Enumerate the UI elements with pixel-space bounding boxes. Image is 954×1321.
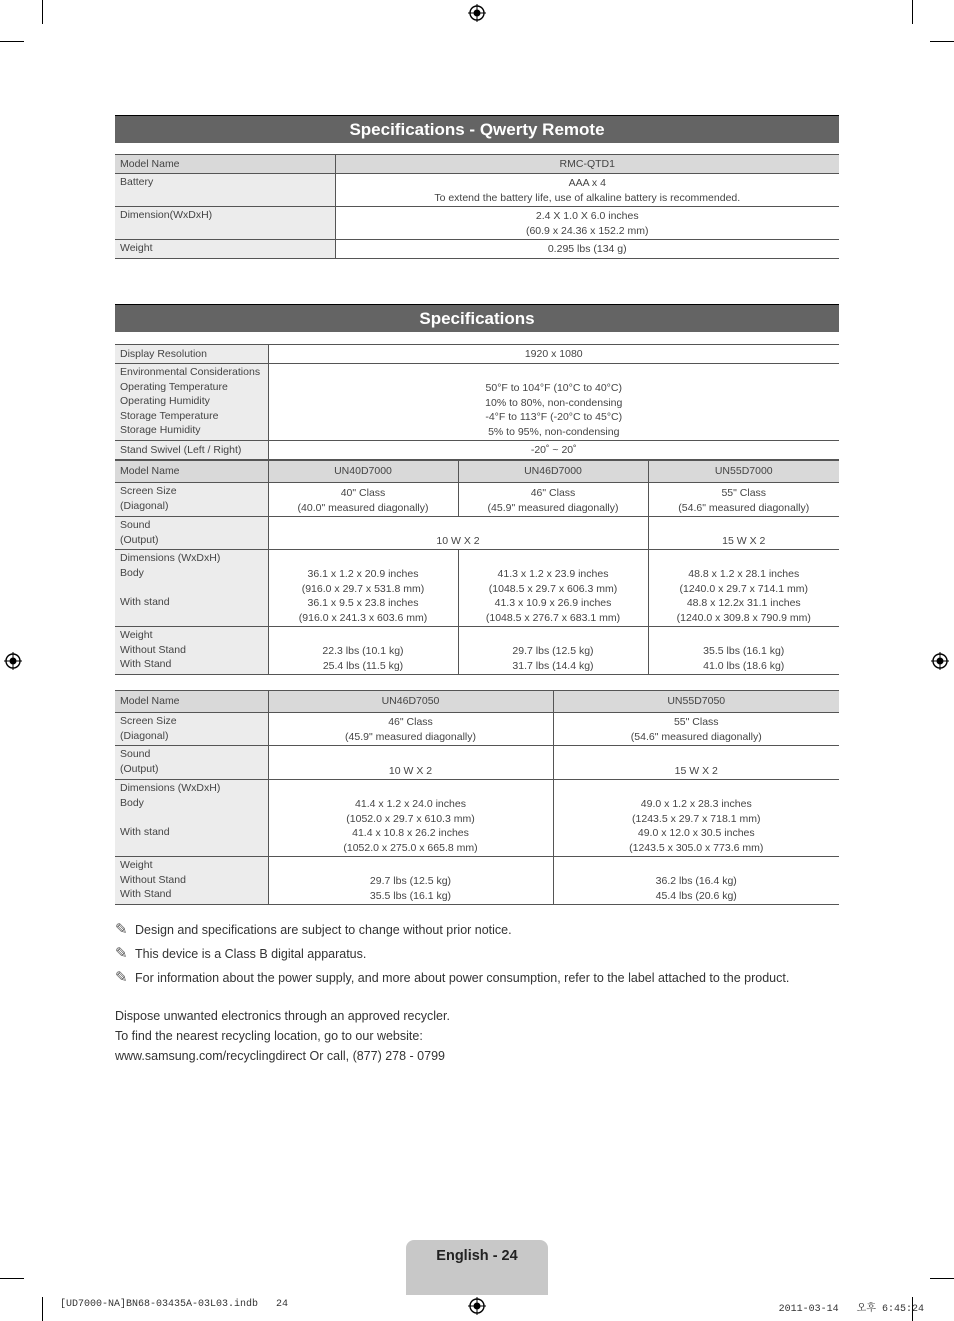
value-line: (60.9 x 24.36 x 152.2 mm) [525, 224, 649, 237]
table-row [115, 713, 839, 746]
value-line: 35.5 lbs (16.1 kg) [369, 889, 452, 902]
value-line: 55" Class [673, 716, 719, 728]
row-label: Stand Swivel (Left / Right) [115, 441, 268, 460]
value-line: (1240.0 x 29.7 x 714.1 mm) [679, 582, 808, 595]
row-label [115, 627, 268, 675]
recycling-line: www.samsung.com/recyclingdirect Or call, (877) 278 - 0799 [115, 1049, 445, 1063]
table-row [115, 441, 839, 460]
label-line: Operating Humidity [120, 395, 210, 407]
row-value [268, 550, 458, 627]
table-row [115, 461, 839, 483]
model-name: UN40D7000 [268, 461, 458, 483]
row-value [458, 627, 648, 675]
table-row [115, 780, 839, 857]
registration-mark-icon [468, 4, 486, 22]
value-line: (1243.5 x 29.7 x 718.1 mm) [632, 812, 761, 825]
model-spec-table-d7050 [115, 690, 839, 905]
value-line: 46" Class [530, 487, 576, 499]
row-value [268, 713, 553, 746]
value-line: 5% to 95%, non-condensing [488, 425, 620, 438]
value-line: 45.4 lbs (20.6 kg) [655, 889, 737, 902]
row-value [268, 857, 553, 905]
table-row [115, 746, 839, 780]
label-line: Dimensions (WxDxH) [120, 552, 221, 564]
value-line: 36.1 x 9.5 x 23.8 inches [307, 597, 419, 609]
label-line: Weight [120, 629, 153, 641]
recycling-line: Dispose unwanted electronics through an approved recycler. [115, 1009, 450, 1023]
table-row [115, 483, 839, 517]
label-line: (Diagonal) [120, 499, 169, 512]
crop-mark [42, 0, 43, 24]
row-value [648, 627, 839, 675]
value-line: (40.0" measured diagonally) [297, 501, 429, 514]
value-line: 36.2 lbs (16.4 kg) [655, 875, 737, 887]
value-line: (1243.5 x 305.0 x 773.6 mm) [629, 841, 764, 854]
row-value [458, 483, 648, 517]
table-row [115, 207, 839, 240]
row-value: RMC-QTD1 [335, 155, 839, 174]
row-value [553, 713, 839, 746]
note-item [115, 920, 789, 944]
row-value: -20˚ ~ 20˚ [268, 441, 839, 460]
row-label: Model Name [115, 691, 268, 713]
row-value [458, 550, 648, 627]
label-line: Storage Temperature [120, 409, 219, 422]
value-line: 41.4 x 1.2 x 24.0 inches [355, 798, 466, 810]
value-line: AAA x 4 [568, 177, 606, 189]
label-line: With stand [120, 825, 170, 838]
label-line: (Diagonal) [120, 729, 169, 742]
label-line: Body [120, 566, 144, 579]
row-value [335, 207, 839, 240]
table-row [115, 517, 839, 550]
row-value: 15 W X 2 [553, 746, 839, 780]
row-value [553, 857, 839, 905]
registration-mark-icon [468, 1297, 486, 1315]
footer-timestamp: 2011-03-14 오후 6:45:24 [778, 1304, 924, 1315]
value-line: 22.3 lbs (10.1 kg) [322, 645, 404, 657]
row-label: Display Resolution [115, 345, 268, 364]
note-text: This device is a Class B digital apparatus. [135, 947, 367, 961]
recycling-info [115, 1006, 450, 1066]
table-row [115, 240, 839, 259]
label-line: Without Stand [120, 643, 186, 656]
value-line: (54.6" measured diagonally) [678, 501, 810, 514]
value-line: 41.3 x 1.2 x 23.9 inches [497, 568, 609, 580]
section-title-specifications: Specifications [115, 304, 839, 332]
row-label: Model Name [115, 155, 335, 174]
value-line: (1048.5 x 276.7 x 683.1 mm) [485, 611, 621, 624]
table-row [115, 345, 839, 364]
crop-mark [930, 1278, 954, 1279]
value-line: 48.8 x 1.2 x 28.1 inches [688, 568, 800, 580]
label-line: (Output) [120, 762, 159, 775]
value-line: 46" Class [388, 716, 433, 728]
value-line: 35.5 lbs (16.1 kg) [703, 645, 785, 657]
value-line: 41.4 x 10.8 x 26.2 inches [352, 827, 469, 839]
label-line: Screen Size [120, 485, 177, 497]
model-name: UN46D7050 [268, 691, 553, 713]
row-value: 15 W X 2 [648, 517, 839, 550]
value-line: 50°F to 104°F (10°C to 40°C) [485, 382, 622, 394]
value-line: 41.0 lbs (18.6 kg) [703, 659, 785, 672]
value-line: 10% to 80%, non-condensing [485, 396, 623, 409]
label-line: Operating Temperature [120, 380, 228, 393]
label-line: Sound [120, 519, 151, 531]
pencil-note-icon: ✎ [115, 945, 128, 962]
label-line [120, 580, 263, 595]
row-label [115, 550, 268, 627]
crop-mark [0, 1278, 24, 1279]
row-value: 10 W X 2 [268, 517, 648, 550]
model-spec-table-d7000 [115, 460, 839, 675]
row-value [268, 780, 553, 857]
pencil-note-icon: ✎ [115, 969, 128, 986]
row-label: Model Name [115, 461, 268, 483]
row-label [115, 517, 268, 550]
row-value [268, 483, 458, 517]
value-line: 29.7 lbs (12.5 kg) [512, 645, 594, 657]
value-line: (1052.0 x 275.0 x 665.8 mm) [343, 841, 478, 854]
row-value [335, 174, 839, 207]
model-name: UN55D7050 [553, 691, 839, 713]
row-label: Battery [115, 174, 335, 207]
row-value [553, 780, 839, 857]
label-line: Without Stand [120, 873, 186, 886]
row-value: 10 W X 2 [268, 746, 553, 780]
value-line: 2.4 X 1.0 X 6.0 inches [535, 210, 639, 222]
registration-mark-icon [931, 652, 949, 670]
label-line: Weight [120, 859, 153, 871]
table-row [115, 155, 839, 174]
row-label [115, 780, 268, 857]
label-line: Screen Size [120, 715, 177, 727]
row-label [115, 364, 268, 441]
model-name: UN55D7000 [648, 461, 839, 483]
label-line: (Output) [120, 533, 159, 546]
remote-spec-table [115, 154, 839, 259]
table-row [115, 174, 839, 207]
value-line: (1048.5 x 29.7 x 606.3 mm) [488, 582, 618, 595]
label-line: With Stand [120, 888, 172, 900]
value-line: 55" Class [721, 487, 767, 499]
row-value: 1920 x 1080 [268, 345, 839, 364]
label-line: With Stand [120, 658, 172, 670]
row-label [115, 746, 268, 780]
note-text: For information about the power supply, and more about power consumption, refer to the label attached to the product. [135, 971, 790, 985]
row-label: Dimension(WxDxH) [115, 207, 335, 240]
table-row [115, 691, 839, 713]
value-line: 31.7 lbs (14.4 kg) [512, 659, 594, 672]
label-line: Body [120, 796, 144, 809]
value-line: (1240.0 x 309.8 x 790.9 mm) [676, 611, 811, 624]
table-row [115, 857, 839, 905]
footer-file-info: [UD7000-NA]BN68-03435A-03L03.indb 24 [60, 1299, 289, 1310]
recycling-line: To find the nearest recycling location, go to our website: [115, 1029, 423, 1043]
row-label [115, 857, 268, 905]
value-line: (45.9" measured diagonally) [487, 501, 619, 514]
row-value [268, 627, 458, 675]
value-line: 49.0 x 12.0 x 30.5 inches [637, 827, 755, 839]
row-value [648, 483, 839, 517]
label-line: Dimensions (WxDxH) [120, 782, 221, 794]
crop-mark [0, 41, 24, 42]
row-value [648, 550, 839, 627]
value-line: 40" Class [340, 487, 386, 499]
label-line [120, 810, 263, 825]
value-line: (916.0 x 241.3 x 603.6 mm) [298, 611, 428, 624]
row-label [115, 483, 268, 517]
note-item [115, 944, 789, 968]
crop-mark [42, 1297, 43, 1321]
page-number-tab: English - 24 [406, 1240, 548, 1295]
crop-mark [930, 41, 954, 42]
registration-mark-icon [4, 652, 22, 670]
label-line: Storage Humidity [120, 424, 201, 436]
pencil-note-icon: ✎ [115, 921, 128, 938]
label-line: Sound [120, 748, 151, 760]
crop-mark [912, 0, 913, 24]
value-line: 49.0 x 1.2 x 28.3 inches [640, 798, 752, 810]
notes [115, 920, 789, 992]
value-line: 25.4 lbs (11.5 kg) [322, 659, 404, 672]
row-label: Weight [115, 240, 335, 259]
value-line: (916.0 x 29.7 x 531.8 mm) [301, 582, 425, 595]
row-value: 0.295 lbs (134 g) [335, 240, 839, 259]
row-value [268, 364, 839, 441]
table-row [115, 627, 839, 675]
section-title-remote: Specifications - Qwerty Remote [115, 115, 839, 143]
value-line: 29.7 lbs (12.5 kg) [369, 875, 452, 887]
table-row [115, 364, 839, 441]
model-name: UN46D7000 [458, 461, 648, 483]
table-row [115, 550, 839, 627]
value-line: 48.8 x 12.2x 31.1 inches [686, 597, 801, 609]
value-line: 36.1 x 1.2 x 20.9 inches [307, 568, 419, 580]
general-spec-table [115, 344, 839, 460]
label-line: With stand [120, 595, 170, 608]
row-label [115, 713, 268, 746]
note-item [115, 968, 789, 992]
value-line: -4°F to 113°F (-20°C to 45°C) [485, 411, 623, 423]
value-line: (54.6" measured diagonally) [630, 730, 762, 743]
value-line: To extend the battery life, use of alkaline battery is recommended. [434, 191, 741, 204]
value-line: 41.3 x 10.9 x 26.9 inches [494, 597, 612, 609]
value-line: (1052.0 x 29.7 x 610.3 mm) [346, 812, 475, 825]
label-line: Environmental Considerations [120, 366, 261, 378]
value-line: (45.9" measured diagonally) [345, 730, 476, 743]
note-text: Design and specifications are subject to change without prior notice. [135, 923, 512, 937]
